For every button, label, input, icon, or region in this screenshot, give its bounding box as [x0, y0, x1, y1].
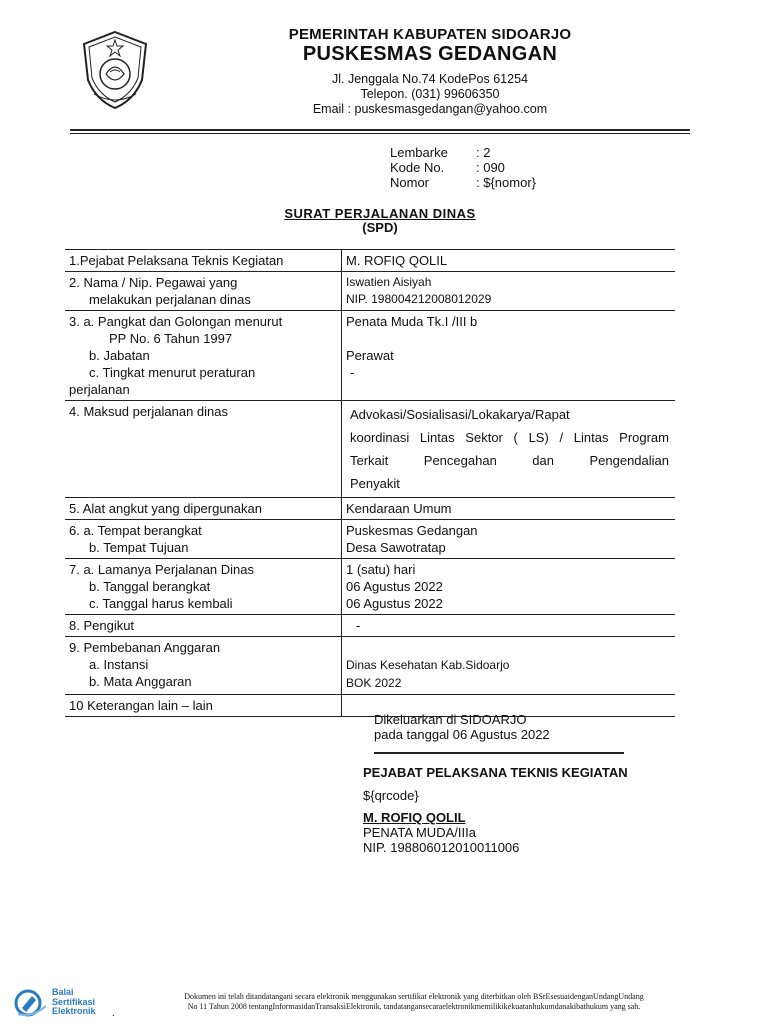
row-label: [65, 311, 342, 401]
header-rule-thin: [70, 133, 690, 134]
label-line: 3. a. Pangkat dan Golongan menurut: [69, 314, 283, 329]
signer-position: PEJABAT PELAKSANA TEKNIS KEGIATAN: [363, 765, 628, 780]
employee-nip: NIP. 198004212008012029: [346, 292, 492, 306]
table-row: [65, 637, 675, 695]
qrcode-placeholder: ${qrcode}: [363, 788, 419, 803]
note-line: Dokumen ini telah ditandatangani secara elektronik menggunakan sertifikat elektronik yang diterbitkan oleh BSrEsesuaidenganUndangUndang: [184, 992, 644, 1001]
rank-value: Penata Muda Tk.I /III b: [346, 314, 478, 329]
row-label: 4. Maksud perjalanan dinas: [65, 401, 342, 498]
signature-rule: [374, 752, 624, 754]
row-label: [65, 272, 342, 311]
row-label: [65, 637, 342, 695]
duration-value: 1 (satu) hari: [346, 562, 416, 577]
label-line: b. Jabatan: [89, 348, 150, 363]
sheet-value: : 2: [476, 145, 491, 160]
row-label: 1.Pejabat Pelaksana Teknis Kegiatan: [65, 250, 342, 272]
issued-date: pada tanggal 06 Agustus 2022: [374, 727, 550, 742]
label-line: 6. a. Tempat berangkat: [69, 523, 202, 538]
bsre-line: Elektronik: [52, 1006, 96, 1016]
label-line: c. Tingkat menurut peraturan: [89, 365, 256, 380]
sheet-row: [390, 145, 536, 160]
institution-name: PUSKESMAS GEDANGAN: [302, 43, 558, 65]
code-label: Kode No.: [390, 160, 445, 175]
row-value: Kendaraan Umum: [342, 498, 676, 520]
agency-value: Dinas Kesehatan Kab.Sidoarjo: [346, 658, 510, 672]
label-line: perjalanan: [69, 382, 130, 397]
row-value: [342, 637, 676, 695]
table-row: [65, 401, 675, 498]
purpose-line: Advokasi/Sosialisasi/Lokakarya/Rapat: [350, 407, 570, 422]
table-row: [65, 498, 675, 520]
signer-rank: PENATA MUDA/IIIa: [363, 825, 476, 840]
number-row: [390, 175, 536, 190]
header-rule-thick: [70, 129, 690, 131]
label-line: 9. Pembebanan Anggaran: [69, 640, 221, 655]
purpose-line: koordinasi Lintas Sektor ( LS) / Lintas Program: [350, 430, 669, 445]
level-value: -: [350, 365, 355, 380]
row-value: [342, 520, 676, 559]
row-value: [342, 559, 676, 615]
table-row: [65, 520, 675, 559]
label-line: 2. Nama / Nip. Pegawai yang: [69, 275, 238, 290]
departure-place: Puskesmas Gedangan: [346, 523, 478, 538]
table-row: [65, 615, 675, 637]
label-line: PP No. 6 Tahun 1997: [109, 331, 233, 346]
sheet-info: [390, 145, 536, 190]
row-label: 8. Pengikut: [65, 615, 342, 637]
e-signature-note: [118, 992, 710, 1012]
row-label: [65, 520, 342, 559]
destination-place: Desa Sawotratap: [346, 540, 446, 555]
email: Email : puskesmasgedangan@yahoo.com: [312, 102, 548, 116]
note-line: No 11 Tahun 2008 tentangInformasidanTransaksiElektronik, tandatangansecaraelektronikmemilikikekuatanhukumdanakibathukum yang sah.: [187, 1002, 641, 1011]
signer-nip: NIP. 198806012010011006: [363, 840, 520, 855]
spd-table: [65, 249, 675, 717]
label-line: a. Instansi: [89, 657, 149, 672]
bsre-logo-icon: [12, 988, 48, 1018]
sheet-label: Lembarke: [390, 145, 448, 160]
label-line: c. Tanggal harus kembali: [89, 596, 233, 611]
government-name: PEMERINTAH KABUPATEN SIDOARJO: [288, 26, 572, 43]
row-label: 5. Alat angkut yang dipergunakan: [65, 498, 342, 520]
row-value: -: [342, 615, 676, 637]
return-date: 06 Agustus 2022: [346, 596, 443, 611]
label-line: 7. a. Lamanya Perjalanan Dinas: [69, 562, 255, 577]
row-value: [342, 401, 676, 498]
address: Jl. Jenggala No.74 KodePos 61254: [332, 72, 528, 86]
employee-name: Iswatien Aisiyah: [346, 275, 432, 289]
row-value: M. ROFIQ QOLIL: [342, 250, 676, 272]
number-label: Nomor: [390, 175, 430, 190]
number-value: : ${nomor}: [476, 175, 536, 190]
signer-name: M. ROFIQ QOLIL: [363, 810, 466, 825]
label-line: b. Mata Anggaran: [89, 674, 192, 689]
position-value: Perawat: [346, 348, 394, 363]
row-label: [65, 559, 342, 615]
bsre-line: Balai: [52, 987, 74, 997]
phone: Telepon. (031) 99606350: [360, 87, 500, 101]
document-title: SURAT PERJALANAN DINAS: [284, 206, 476, 221]
row-value: [342, 311, 676, 401]
row-label: 10 Keterangan lain – lain: [65, 695, 342, 717]
code-value: : 090: [476, 160, 505, 175]
table-row: [65, 250, 675, 272]
issuance-block: [374, 712, 550, 742]
table-row: [65, 695, 675, 717]
footer-dot: .: [112, 1008, 115, 1019]
document-subtitle: (SPD): [362, 220, 398, 235]
table-row: [65, 559, 675, 615]
bsre-line: Sertifikasi: [52, 996, 96, 1007]
departure-date: 06 Agustus 2022: [346, 579, 443, 594]
issued-at: Dikeluarkan di SIDOARJO: [374, 712, 527, 727]
code-row: [390, 160, 536, 175]
sidoarjo-seal-logo: [76, 28, 154, 112]
row-value: [342, 272, 676, 311]
purpose-line: Terkait Pencegahan dan Pengendalian: [350, 453, 669, 468]
table-row: [65, 272, 675, 311]
label-line: melakukan perjalanan dinas: [89, 292, 251, 307]
table-row: [65, 311, 675, 401]
purpose-line: Penyakit: [350, 476, 400, 491]
bsre-name: [52, 988, 96, 1017]
label-line: b. Tempat Tujuan: [89, 540, 189, 555]
label-line: b. Tanggal berangkat: [89, 579, 211, 594]
budget-value: BOK 2022: [346, 676, 402, 690]
